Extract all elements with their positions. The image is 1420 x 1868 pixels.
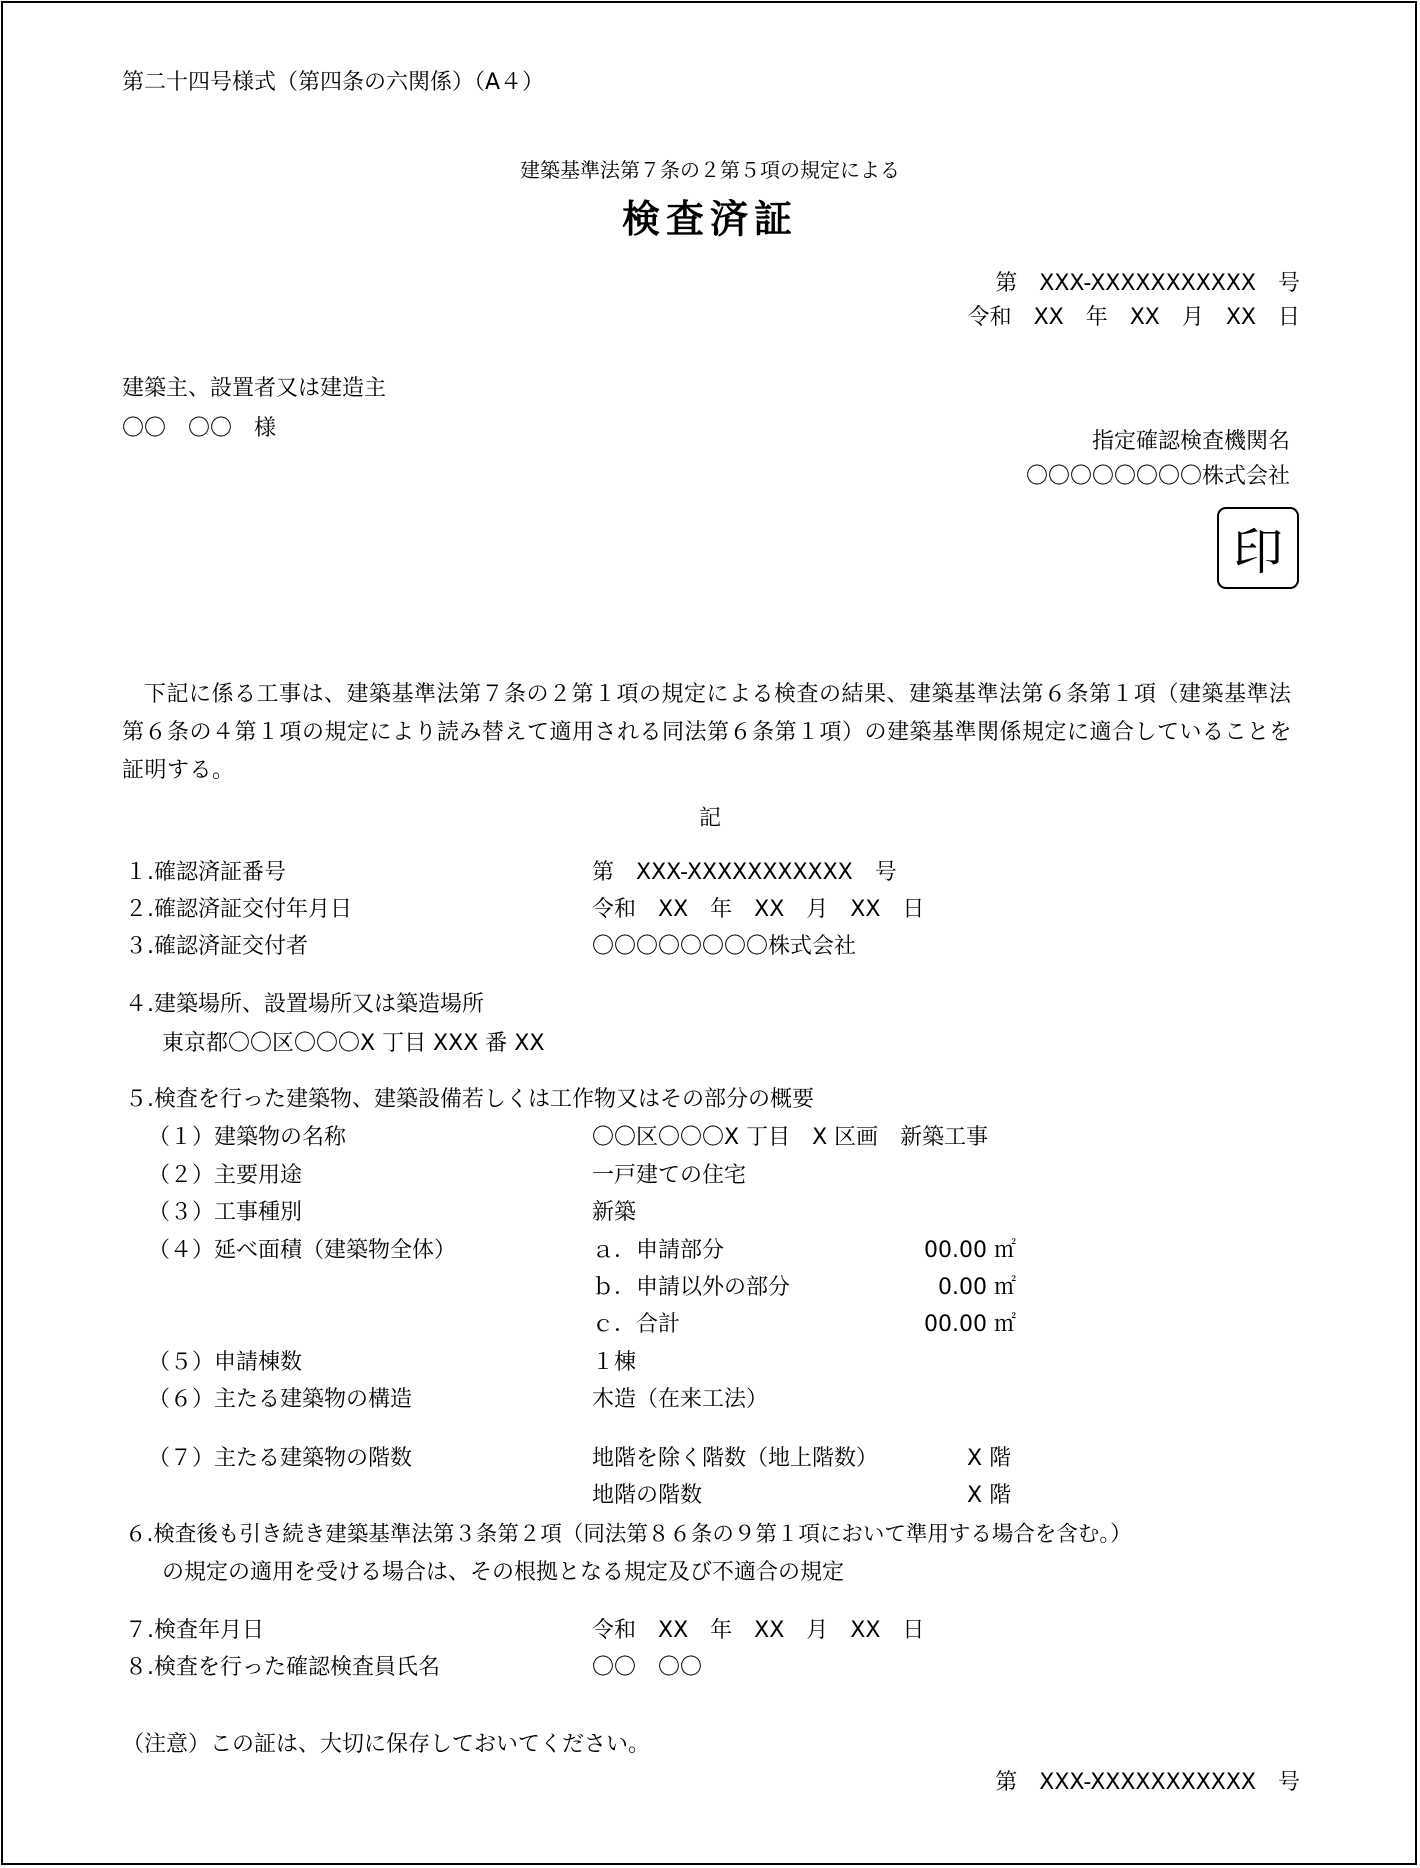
footer-number: 第 XXX-XXXXXXXXXXX 号 (995, 1770, 1300, 1795)
document-subtitle: 建築基準法第７条の２第５項の規定による (520, 158, 900, 182)
item6-line1: ６.検査後も引き続き建築基準法第３条第２項（同法第８６条の９第１項において準用する場合を含む。） (125, 1522, 1132, 1547)
item4-label: ４.建築場所、設置場所又は築造場所 (125, 992, 484, 1017)
header-number: 第 XXX-XXXXXXXXXXX 号 (995, 271, 1300, 296)
area-a-value: 00.00 ㎡ (924, 1238, 1016, 1263)
area-a-label: ａ．申請部分 (592, 1238, 725, 1263)
ki-heading: 記 (698, 806, 721, 831)
item5-2-label: （２）主要用途 (148, 1163, 303, 1188)
item2-value: 令和 XX 年 XX 月 XX 日 (592, 897, 925, 922)
item5-6-value: 木造（在来工法） (592, 1387, 769, 1412)
item7-value: 令和 XX 年 XX 月 XX 日 (592, 1618, 925, 1643)
item4-value: 東京都〇〇区〇〇〇X 丁目 XXX 番 XX (162, 1031, 545, 1056)
item5-6-label: （６）主たる建築物の構造 (148, 1387, 413, 1412)
item5-1-label: （１）建築物の名称 (148, 1125, 347, 1150)
item2-label: ２.確認済証交付年月日 (125, 897, 352, 922)
item5-1-value: 〇〇区〇〇〇X 丁目 X 区画 新築工事 (592, 1125, 989, 1150)
item8-value: 〇〇 〇〇 (592, 1655, 703, 1680)
floors-above-value: X 階 (967, 1446, 1012, 1471)
certification-paragraph: 下記に係る工事は、建築基準法第７条の２第１項の規定による検査の結果、建築基準法第６条第１項（建築基準法第６条の４第１項の規定により読み替えて適用される同法第６条第１項）の建築基準関係規定に適合していることを証明する。 (122, 682, 1293, 783)
item1-label: １.確認済証番号 (125, 860, 286, 885)
seal-stamp: 印 (1217, 507, 1299, 589)
item3-label: ３.確認済証交付者 (125, 934, 308, 959)
item5-label: ５.検査を行った建築物、建築設備若しくは工作物又はその部分の概要 (125, 1087, 814, 1112)
owner-label: 建築主、設置者又は建造主 (122, 376, 387, 401)
item7-label: ７.検査年月日 (125, 1618, 264, 1643)
item5-2-value: 一戸建ての住宅 (592, 1163, 747, 1188)
item1-value: 第 XXX-XXXXXXXXXXX 号 (592, 860, 897, 885)
form-label: 第二十四号様式（第四条の六関係）（A４） (122, 70, 545, 95)
floors-above-label: 地階を除く階数（地上階数） (592, 1446, 879, 1471)
item5-5-value: １棟 (592, 1350, 637, 1375)
agency-name: 〇〇〇〇〇〇〇〇株式会社 (1025, 464, 1290, 489)
item5-4-label: （４）延べ面積（建築物全体） (148, 1238, 457, 1263)
item3-value: 〇〇〇〇〇〇〇〇株式会社 (592, 934, 857, 959)
area-b-value: 0.00 ㎡ (938, 1275, 1016, 1300)
item5-3-label: （３）工事種別 (148, 1200, 303, 1225)
document-title: 検査済証 (621, 197, 798, 241)
floors-below-value: X 階 (967, 1483, 1012, 1508)
area-b-label: ｂ．申請以外の部分 (592, 1275, 791, 1300)
item8-label: ８.検査を行った確認検査員氏名 (125, 1655, 440, 1680)
area-c-label: ｃ．合計 (592, 1312, 681, 1337)
header-date: 令和 XX 年 XX 月 XX 日 (967, 305, 1300, 330)
item6-line2: の規定の適用を受ける場合は、その根拠となる規定及び不適合の規定 (162, 1560, 845, 1585)
area-c-value: 00.00 ㎡ (924, 1312, 1016, 1337)
note: （注意）この証は、大切に保存しておいてください。 (122, 1732, 651, 1757)
item5-3-value: 新築 (592, 1200, 637, 1225)
floors-below-label: 地階の階数 (592, 1483, 703, 1508)
agency-label: 指定確認検査機関名 (1091, 429, 1290, 454)
item5-5-label: （５）申請棟数 (148, 1350, 303, 1375)
item5-7-label: （７）主たる建築物の階数 (148, 1446, 413, 1471)
owner-name: 〇〇 〇〇 様 (122, 416, 277, 441)
